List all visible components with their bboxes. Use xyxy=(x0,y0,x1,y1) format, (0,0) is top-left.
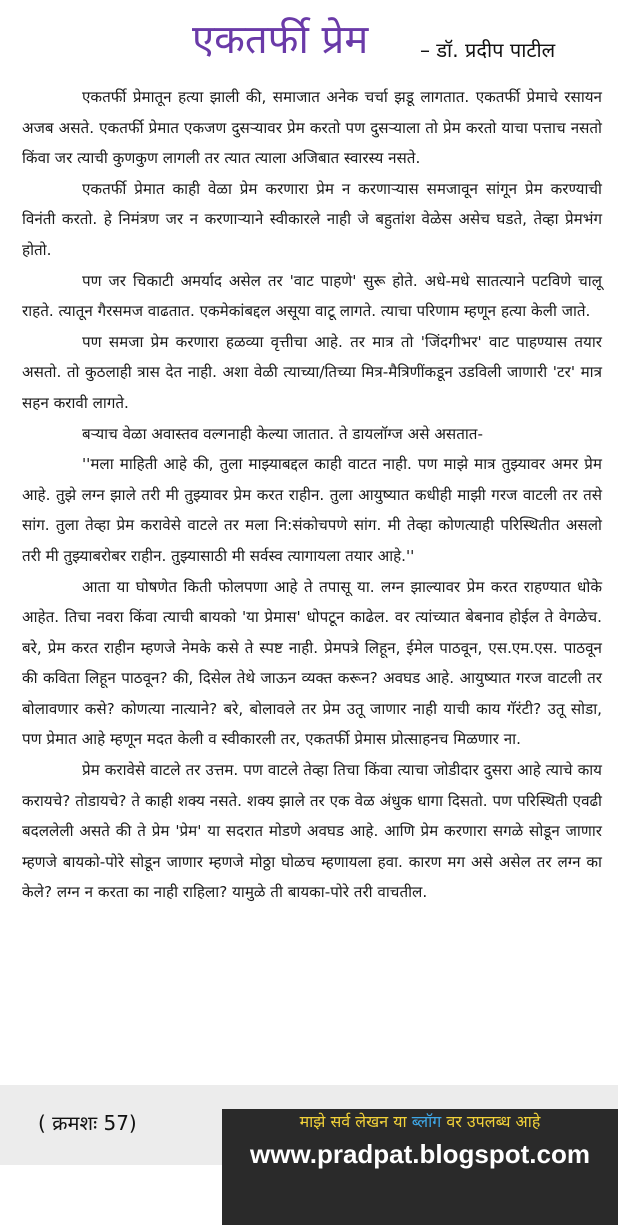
paragraph-1: एकतर्फी प्रेमातून हत्या झाली की, समाजात अनेक चर्चा झडू लागतात. एकतर्फी प्रेमाचे रसायन अजब असते. एकतर्फी प्रेमात एकजण दुसऱ्यावर प्रेम करतो पण दुसऱ्याला तो प्रेम करतो याचा पत्ताच नसतो किंवा जर त्याची कुणकुण लागली तर त्यात त्याला अजिबात स्वारस्य नसते. xyxy=(22,88,602,168)
footer xyxy=(0,1085,618,1169)
blog-banner xyxy=(222,1109,618,1225)
series-number: ( क्रमशः 57) xyxy=(38,1111,137,1135)
article-title: एकतर्फी प्रेम xyxy=(192,17,369,63)
article-body xyxy=(22,82,602,908)
paragraph-5: बऱ्याच वेळा अवास्तव वल्गनाही केल्या जातात. ते डायलॉग्ज असे असतात- xyxy=(82,424,483,443)
blog-banner-text xyxy=(222,1109,618,1135)
article-author: – डॉ. प्रदीप पाटील xyxy=(420,38,556,62)
paragraph-3: पण जर चिकाटी अमर्याद असेल तर 'वाट पाहणे' सुरू होते. अधे-मधे सातत्याने पटविणे चालू राहते. त्यातून गैरसमज वाढतात. एकमेकांबद्दल असूया वाटू लागते. त्याचा परिणाम म्हणून हत्या केली जाते. xyxy=(22,271,602,321)
paragraph-2: एकतर्फी प्रेमात काही वेळा प्रेम करणारा प्रेम न करणाऱ्यास समजावून सांगून प्रेम करण्याची विनंती करतो. हे निमंत्रण जर न करणाऱ्याने स्वीकारले नाही जे बहुतांश वेळेस असेच घडते, तेव्हा प्रेमभंग होतो. xyxy=(22,179,602,259)
paragraph-4: पण समजा प्रेम करणारा हळव्या वृत्तीचा आहे. तर मात्र तो 'जिंदगीभर' वाट पाहण्यास तयार असतो. तो कुठलाही त्रास देत नाही. अशा वेळी त्याच्या/तिच्या मित्र-मैत्रिणींकडून उडविली जाणारी 'टर' मात्र सहन करावी लागते. xyxy=(22,332,602,412)
paragraph-7: आता या घोषणेत किती फोलपणा आहे ते तपासू या. लग्न झाल्यावर प्रेम करत राहण्यात धोके आहेत. तिचा नवरा किंवा त्याची बायको 'या प्रेमास' धोपटून काढेल. वर त्यांच्यात बेबनाव होईल ते वेगळेच. बरे, प्रेम करत राहीन म्हणजे नेमके कसे ते स्पष्ट नाही. प्रेमपत्रे लिहून, ईमेल पाठवून, एस.एम.एस. पाठवून की कविता लिहून पाठवून? की, दिसेल तेथे जाऊन व्यक्त करून? अवघड आहे. आयुष्यात गरज वाटली तर बोलावणार कसे? कोणत्या नात्याने? बरे, बोलावले तर प्रेम उतू जाणार नाही याची काय गॅरंटी? उतू सोडा, पण प्रेमात आहे म्हणून मदत केली व स्वीकारली तर, एकतर्फी प्रेमास प्रोत्साहनच मिळणार ना. xyxy=(22,577,602,749)
banner-text-start: माझे सर्व लेखन या xyxy=(299,1112,407,1131)
banner-text-blog: ब्लॉग xyxy=(411,1112,442,1131)
blog-url-link[interactable]: www.pradpat.blogspot.com xyxy=(250,1139,590,1169)
banner-text-end: वर उपलब्ध आहे xyxy=(446,1112,541,1131)
article-header xyxy=(0,0,618,80)
paragraph-8: प्रेम करावेसे वाटले तर उत्तम. पण वाटले तेव्हा तिचा किंवा त्याचा जोडीदार दुसरा आहे त्याचे काय करायचे? तोडायचे? ते काही शक्य नसते. शक्य झाले तर एक वेळ अंधुक धागा दिसतो. पण परिस्थिती एवढी बदललेली असते की ते प्रेम 'प्रेम' या सदरात मोडणे अवघड आहे. आणि प्रेम करणारा सगळे सोडून जाणार म्हणजे बायको-पोरे सोडून जाणार म्हणजे मोठ्ठा घोळच म्हणायला हवा. कारण मग असे असेल तर लग्न का केले? लग्न न करता का नाही राहिला? यामुळे ती बायका-पोरे तरी वाचतील. xyxy=(22,761,602,902)
paragraph-6-quote: ''मला माहिती आहे की, तुला माझ्याबद्दल काही वाटत नाही. पण माझे मात्र तुझ्यावर अमर प्रेम आहे. तुझे लग्न झाले तरी मी तुझ्यावर प्रेम करत राहीन. तुला आयुष्यात कधीही माझी गरज वाटली तर तसे सांग. तुला तेव्हा प्रेम करावेसे वाटले तर मला नि:संकोचपणे सांग. मी तेव्हा कोणत्याही परिस्थितीत असलो तरी मी तुझ्याबरोबर राहीन. तुझ्यासाठी मी सर्वस्व त्यागायला तयार आहे.'' xyxy=(22,455,602,565)
